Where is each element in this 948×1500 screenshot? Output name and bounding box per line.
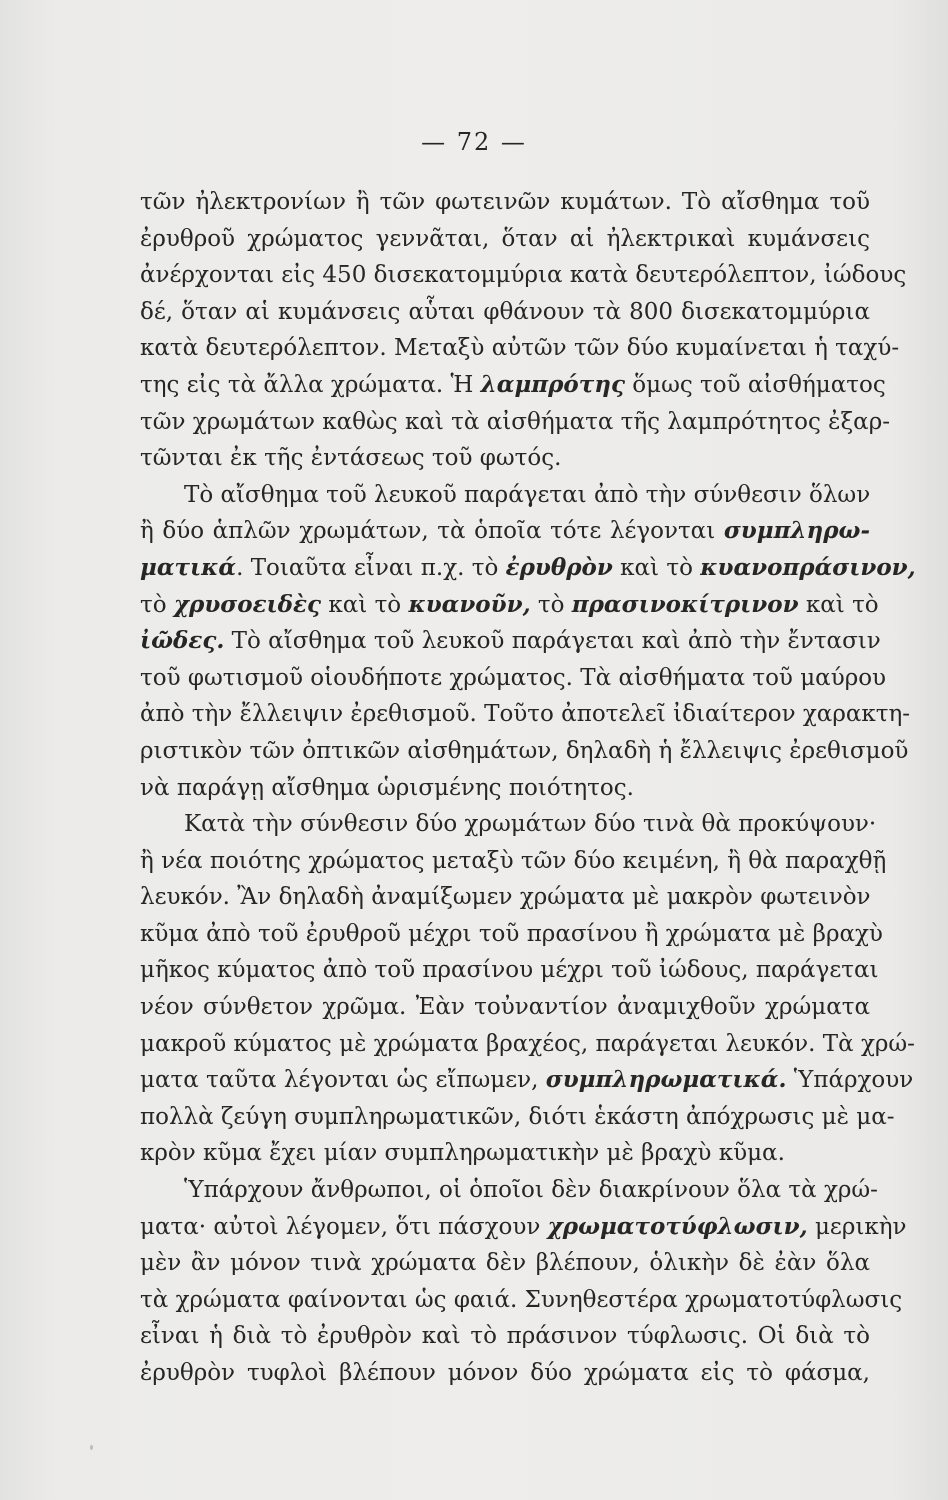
text-run: νὰ παράγῃ αἴσθημα ὡρισμένης ποιότητος.	[140, 774, 634, 801]
text-line	[140, 916, 883, 953]
text-run: τῶν χρωμάτων καθὼς καὶ τὰ αἰσθήματα τῆς λαμπρότητος ἐξαρ-	[140, 408, 891, 435]
text-run: νέον σύνθετον χρῶμα. Ἐὰν τοὐναντίον ἀναμιχθοῦν χρώματα	[140, 994, 870, 1021]
text-line	[140, 1209, 907, 1246]
text-run: της εἰς τὰ ἄλλα χρώματα. Ἡ	[140, 371, 481, 398]
text-run: κατὰ δευτερόλεπτον. Μεταξὺ αὐτῶν τῶν δύο κυμαίνεται ἡ ταχύ-	[140, 335, 900, 362]
text-line	[140, 1026, 915, 1063]
text-line	[140, 879, 870, 916]
text-run: ἢ νέα ποιότης χρώματος μεταξὺ τῶν δύο κειμένη, ἢ θὰ παραχθῇ	[140, 847, 887, 874]
emphasized-term: ἰῶδες.	[140, 627, 225, 655]
text-run: ἢ δύο ἁπλῶν χρωμάτων, τὰ ὁποῖα τότε λέγονται	[140, 518, 724, 545]
page-number: — 72 —	[421, 128, 527, 156]
text-line	[140, 623, 881, 660]
text-run: μῆκος κύματος ἀπὸ τοῦ πρασίνου μέχρι τοῦ ἰώδους, παράγεται	[140, 957, 879, 984]
text-line	[140, 221, 870, 258]
text-run: ἀνέρχονται εἰς 450 δισεκατομμύρια κατὰ δευτερόλεπτον, ἰώδους	[140, 262, 907, 289]
text-line	[140, 184, 870, 221]
text-line	[140, 806, 877, 843]
paper-speck	[90, 1445, 93, 1450]
text-run: κρὸν κῦμα ἔχει μίαν συμπληρωματικὴν μὲ βραχὺ κῦμα.	[140, 1140, 785, 1167]
text-line	[140, 1282, 903, 1319]
emphasized-term: κυανοπράσινον,	[700, 553, 916, 581]
text-line	[140, 770, 870, 807]
text-run: ματα ταῦτα λέγονται ὡς εἴπωμεν,	[140, 1067, 546, 1094]
text-line	[140, 1099, 895, 1136]
text-line	[140, 477, 870, 514]
emphasized-term: κυανοῦν,	[408, 590, 531, 618]
text-line	[140, 843, 887, 880]
text-run: ματα· αὐτοὶ λέγομεν, ὅτι πάσχουν	[140, 1213, 548, 1240]
emphasized-term: χρωματοτύφλωσιν,	[547, 1212, 808, 1240]
body-text	[140, 184, 916, 1392]
text-run: εἶναι ἡ διὰ τὸ ἐρυθρὸν καὶ τὸ πράσινον τύφλωσις. Οἱ διὰ τὸ	[140, 1323, 870, 1350]
text-line	[140, 1355, 870, 1392]
text-run: ριστικὸν τῶν ὀπτικῶν αἰσθημάτων, δηλαδὴ ἡ ἔλλειψις ἐρεθισμοῦ	[140, 737, 909, 764]
text-run: καὶ τὸ	[798, 591, 879, 618]
text-line	[140, 952, 879, 989]
text-line	[140, 1062, 914, 1099]
text-line	[140, 696, 911, 733]
text-run: κῦμα ἀπὸ τοῦ ἐρυθροῦ μέχρι τοῦ πρασίνου ἢ χρώματα μὲ βραχὺ	[140, 920, 883, 947]
text-line	[140, 294, 870, 331]
emphasized-term: πρασινοκίτρινον	[571, 590, 799, 618]
text-run: ὅμως τοῦ αἰσθήματος	[624, 371, 886, 398]
text-run: ἐρυθροῦ χρώματος γεννᾶται, ὅταν αἱ ἠλεκτρικαὶ κυμάνσεις	[140, 225, 870, 252]
text-run: καὶ τὸ	[612, 554, 701, 581]
text-run: τῶνται ἐκ τῆς ἐντάσεως τοῦ φωτός.	[140, 445, 562, 472]
text-line	[140, 1172, 878, 1209]
text-run: τὰ χρώματα φαίνονται ὡς φαιά. Συνηθεστέρα χρωματοτύφλωσις	[140, 1286, 903, 1313]
text-run: Ὑπάρχουν ἄνθρωποι, οἱ ὁποῖοι δὲν διακρίνουν ὅλα τὰ χρώ-	[184, 1177, 878, 1204]
text-run: μὲν ἂν μόνον τινὰ χρώματα δὲν βλέπουν, ὁλικὴν δὲ ἐὰν ὅλα	[140, 1250, 870, 1277]
text-run: τοῦ φωτισμοῦ οἱουδήποτε χρώματος. Τὰ αἰσθήματα τοῦ μαύρου	[140, 664, 887, 691]
text-line	[140, 330, 900, 367]
text-run: ἐρυθρὸν τυφλοὶ βλέπουν μόνον δύο χρώματα εἰς τὸ φάσμα,	[140, 1360, 870, 1386]
text-run: δέ, ὅταν αἱ κυμάνσεις αὗται φθάνουν τὰ 800 δισεκατομμύρια	[140, 298, 870, 325]
emphasized-term: ἐρυθρὸν	[505, 553, 613, 581]
text-run: μερικὴν	[807, 1213, 907, 1240]
text-line	[140, 513, 870, 550]
text-line	[140, 660, 887, 697]
text-run: Τὸ αἴσθημα τοῦ λευκοῦ παράγεται καὶ ἀπὸ τὴν ἔντασιν	[224, 628, 881, 655]
text-line	[140, 440, 870, 477]
text-run: τὸ	[530, 591, 572, 618]
text-run: Ὑπάρχουν	[786, 1067, 914, 1094]
text-run: τῶν ἠλεκτρονίων ἢ τῶν φωτεινῶν κυμάτων. Τὸ αἴσθημα τοῦ	[140, 189, 870, 215]
text-line	[140, 1318, 870, 1355]
text-line	[140, 257, 907, 294]
text-run: καὶ τὸ	[321, 591, 409, 618]
text-line	[140, 404, 891, 441]
text-run: ἀπὸ τὴν ἔλλειψιν ἐρεθισμοῦ. Τοῦτο ἀποτελεῖ ἰδιαίτερον χαρακτη-	[140, 701, 911, 728]
emphasized-term: συμπληρωματικά.	[545, 1066, 787, 1094]
text-run: Κατὰ τὴν σύνθεσιν δύο χρωμάτων δύο τινὰ θὰ προκύψουν·	[184, 811, 877, 838]
text-line	[140, 587, 879, 624]
text-run: Τὸ αἴσθημα τοῦ λευκοῦ παράγεται ἀπὸ τὴν σύνθεσιν ὅλων	[184, 481, 871, 508]
text-run: . Τοιαῦτα εἶναι π.χ. τὸ	[236, 554, 506, 581]
text-run: τὸ	[140, 591, 174, 618]
text-run: μακροῦ κύματος μὲ χρώματα βραχέος, παράγεται λευκόν. Τὰ χρώ-	[140, 1030, 915, 1057]
emphasized-term: ματικά	[140, 553, 237, 581]
text-line	[140, 1135, 870, 1172]
text-line	[140, 989, 870, 1026]
text-line	[140, 550, 916, 587]
text-line	[140, 367, 886, 404]
emphasized-term: χρυσοειδὲς	[173, 590, 322, 618]
emphasized-term: συμπληρω-	[723, 517, 870, 545]
emphasized-term: λαμπρότης	[480, 370, 625, 398]
text-line	[140, 733, 909, 770]
text-line	[140, 1245, 870, 1282]
text-run: λευκόν. Ἂν δηλαδὴ ἀναμίξωμεν χρώματα μὲ μακρὸν φωτεινὸν	[140, 884, 871, 911]
text-run: πολλὰ ζεύγη συμπληρωματικῶν, διότι ἑκάστη ἀπόχρωσις μὲ μα-	[140, 1103, 895, 1130]
